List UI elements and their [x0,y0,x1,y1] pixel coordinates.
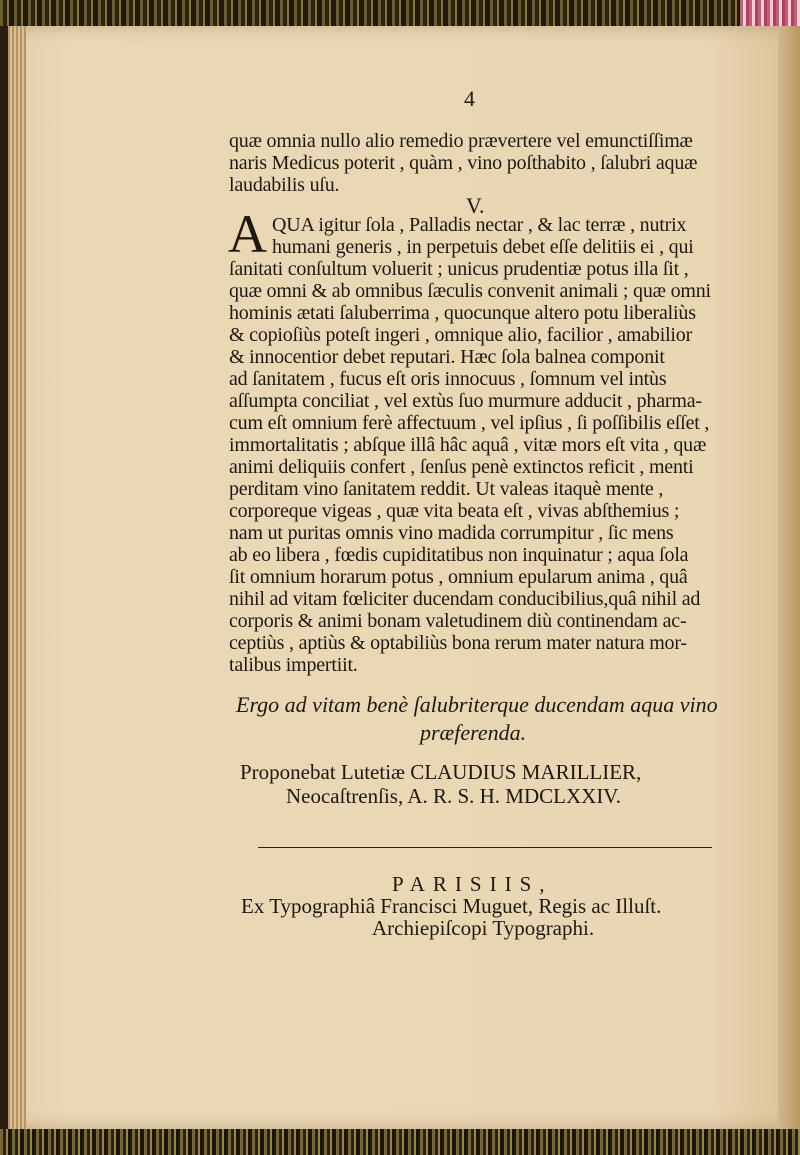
body-line: ſit omnium horarum potus , omnium epularum anima , quâ [229,566,688,588]
section-heading: V. [466,193,485,218]
body-line: corporis & animi bonam valetudinem diù continendam ac- [229,610,687,632]
body-line: corporeque vigeas , quæ vita beata eſt , vivas abſthemius ; [229,500,680,522]
marbled-endpaper-accent [740,0,800,26]
drop-cap: A [228,204,267,264]
imprint-city: PARISIIS, [392,872,553,896]
body-line: QUA igitur ſola , Palladis nectar , & lac terræ , nutrix [272,214,687,236]
page-fore-edge [778,26,800,1129]
body-line: nam ut puritas omnis vino madida corrumpitur , ſic mens [229,522,674,544]
body-line: & innocentior debet reputari. Hæc ſola balnea componit [229,346,665,368]
body-line: aſſumpta conciliat , vel extùs ſuo murmure adducit , pharma- [229,390,702,412]
proponent-line: Proponebat Lutetiæ CLAUDIUS MARILLIER, [240,760,642,784]
imprint-printer: Ex Typographiâ Francisci Muguet, Regis ac Illuſt. [241,894,662,918]
body-line: animi deliquiis confert , ſenſus penè extinctos reficit , menti [229,456,694,478]
horizontal-rule [258,847,712,848]
body-line: quæ omni & ab omnibus ſæculis convenit animali ; quæ omni [229,280,711,302]
body-line: cum eſt omnium ferè affectuum , vel ipſius , ſi poſſibilis eſſet , [229,412,710,434]
body-line: hominis ætati ſaluberrima , quocunque altero potu liberaliùs [229,302,696,324]
body-line: talibus impertiit. [229,654,358,676]
body-line: & copioſiùs poteſt ingeri , omnique alio, facilior , amabilior [229,324,693,346]
body-line: nihil ad vitam fœliciter ducendam conducibilius,quâ nihil ad [229,588,701,610]
page-number: 4 [464,86,475,111]
intro-line: laudabilis uſu. [229,174,340,196]
body-line: immortalitatis ; abſque illâ hâc aquâ , vitæ mors eſt vita , quæ [229,434,707,456]
intro-line: naris Medicus poterit , quàm , vino poſthabito , ſalubri aquæ [229,152,698,174]
conclusion-line: Ergo ad vitam benè ſalubriterque ducendam aqua vino [236,692,718,717]
body-line: humani generis , in perpetuis debet eſſe delitiis ei , qui [272,236,694,258]
body-line: ceptiùs , aptiùs & optabiliùs bona rerum mater natura mor- [229,632,687,654]
marbled-endpaper-top [0,0,800,26]
page-gutter-edge [8,26,26,1129]
imprint-title: Archiepiſcopi Typographi. [372,916,595,940]
conclusion-line: præferenda. [420,720,527,745]
body-line: perditam vino ſanitatem reddit. Ut valeas itaquè mente , [229,478,664,500]
body-line: ad ſanitatem , fucus eſt oris innocuus , ſomnum vel intùs [229,368,667,390]
intro-line: quæ omnia nullo alio remedio prævertere vel emunctiſſimæ [229,130,693,152]
marbled-endpaper-bottom [0,1129,800,1155]
proponent-line: Neocaſtrenſis, A. R. S. H. MDCLXXIV. [286,784,622,808]
body-line: ab eo libera , fœdis cupiditatibus non inquinatur ; aqua ſola [229,544,689,566]
body-line: ſanitati conſultum voluerit ; unicus prudentiæ potus illa ſit , [229,258,689,280]
